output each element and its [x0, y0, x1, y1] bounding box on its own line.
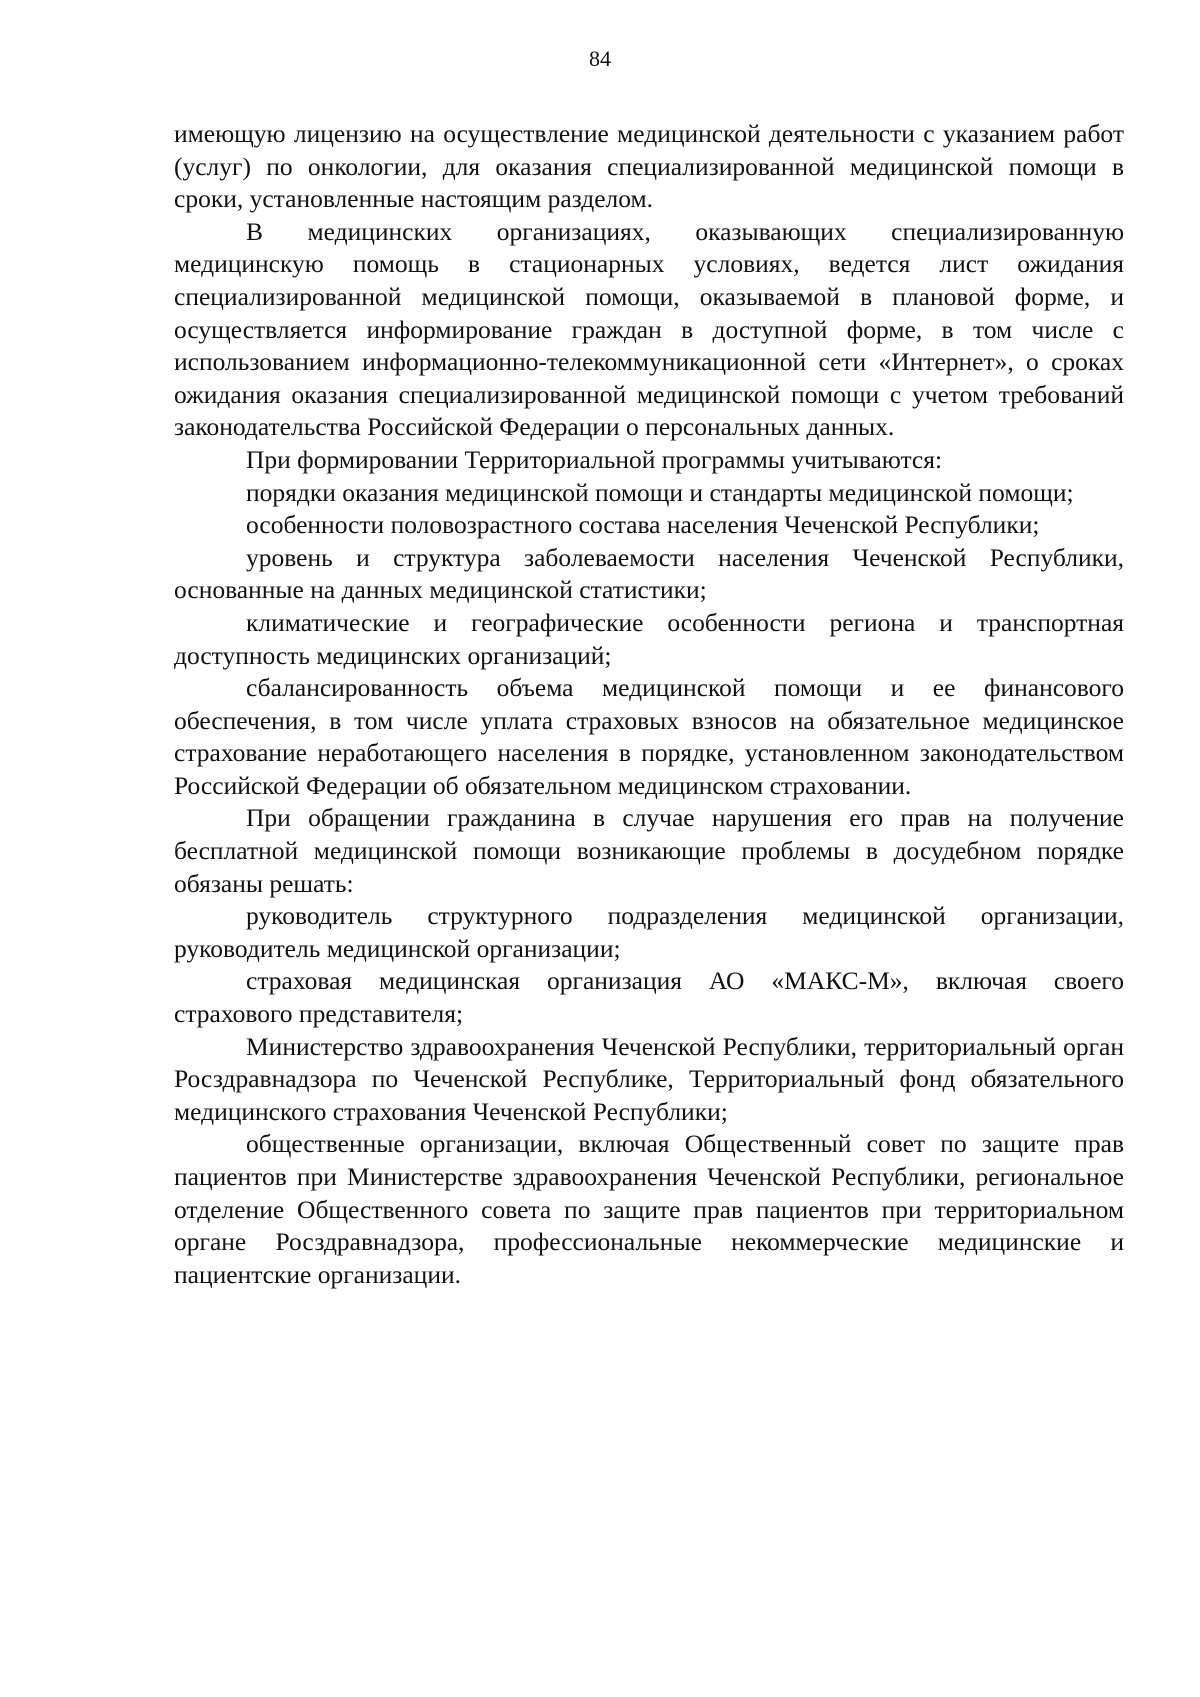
list-item-climate-geography: климатические и географические особенности региона и транспортная доступность медицинских организаций;	[174, 607, 1124, 670]
list-item-public-organizations: общественные организации, включая Общественный совет по защите прав пациентов при Министерстве здравоохранения Чеченской Республики, региональное отделение Общественного совета по защите прав пациентов при территориальном органе Росздравнадзора, профессиональные некоммерческие медицинские и пациентские организации.	[174, 1129, 1124, 1289]
list-item-care-procedures: порядки оказания медицинской помощи и стандарты медицинской помощи;	[246, 477, 1074, 507]
list-item-organization-head: руководитель структурного подразделения медицинской организации, руководитель медицинской организации;	[174, 901, 1124, 963]
document-body	[174, 118, 1124, 1291]
list-item-financial-balance: сбалансированность объема медицинской помощи и ее финансового обеспечения, в том числе уплата страховых взносов на обязательное медицинское страхование неработающего населения в порядке, установленном законодательством Российской Федерации об обязательном медицинском страховании.	[174, 673, 1124, 800]
list-item-insurance-organization: страховая медицинская организация АО «МАКС-М», включая своего страхового представителя;	[174, 966, 1124, 1029]
paragraph-program-considerations-intro: При формировании Территориальной программы учитываются:	[246, 444, 943, 474]
list-item-morbidity: уровень и структура заболеваемости населения Чеченской Республики, основанные на данных медицинской статистики;	[174, 542, 1124, 605]
list-item-population-structure: особенности половозрастного состава населения Чеченской Республики;	[246, 510, 1040, 540]
list-item-ministry: Министерство здравоохранения Чеченской Республики, территориальный орган Росздравнадзора по Чеченской Республике, Территориальный фонд обязательного медицинского страхования Чеченской Республики;	[174, 1031, 1124, 1126]
paragraph-license-continuation: имеющую лицензию на осуществление медицинской деятельности с указанием работ (услуг) по онкологии, для оказания специализированной медицинской помощи в сроки, установленные настоящим разделом.	[174, 119, 1124, 214]
page-number: 84	[589, 46, 611, 71]
paragraph-complaints-intro: При обращении гражданина в случае нарушения его прав на получение бесплатной медицинской помощи возникающие проблемы в досудебном порядке обязаны решать:	[174, 803, 1124, 898]
paragraph-waiting-list: В медицинских организациях, оказывающих специализированную медицинскую помощь в стационарных условиях, ведется лист ожидания специализированной медицинской помощи, оказываемой в плановой форме, и осуществляется информирование граждан в доступной форме, в том числе с использованием информационно-телекоммуникационной сети «Интернет», о сроках ожидания оказания специализированной медицинской помощи с учетом требований законодательства Российской Федерации о персональных данных.	[174, 216, 1124, 442]
